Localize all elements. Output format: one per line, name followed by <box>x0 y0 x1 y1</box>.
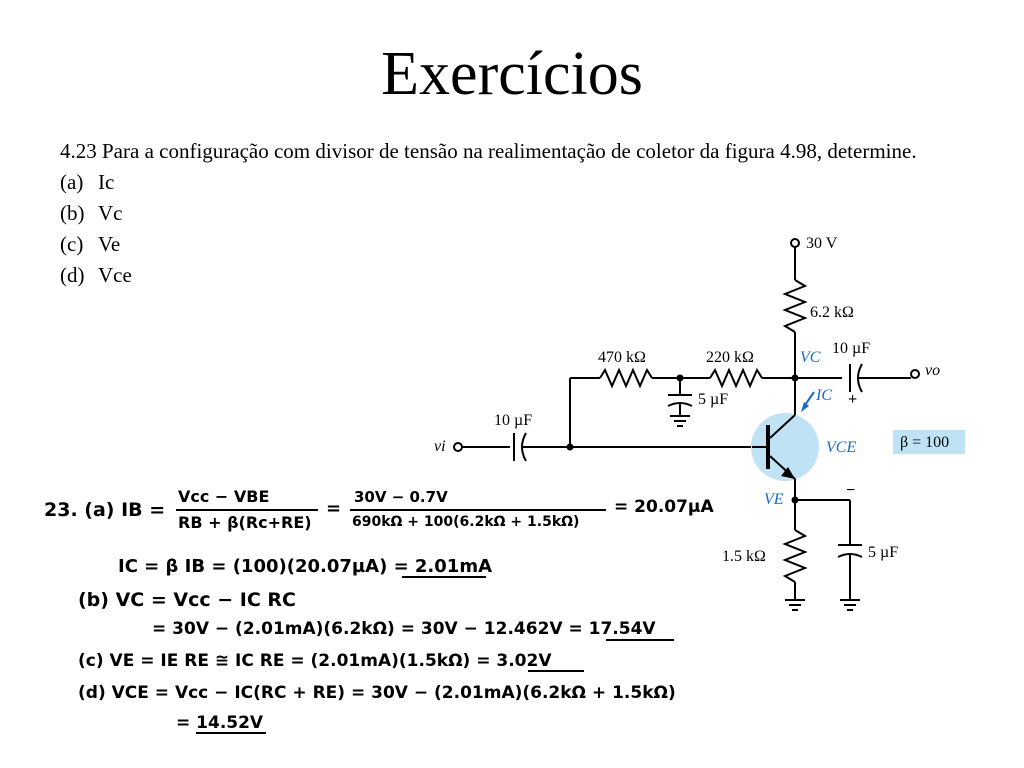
r2-resistor <box>710 370 762 386</box>
r1-label: 470 kΩ <box>598 349 646 366</box>
cout-label: 10 µF <box>832 340 871 357</box>
item-b: (b) Vc <box>60 201 123 225</box>
r2-label: 220 kΩ <box>706 349 754 366</box>
problem-text: 4.23 Para a configuração com divisor de tensão na realimentação de coletor da figura 4.98, determine. <box>60 139 917 163</box>
vc-label: VC <box>800 349 821 366</box>
minus-sign: − <box>846 482 856 499</box>
vi-terminal <box>454 443 462 451</box>
item-c: (c) Ve <box>60 232 121 256</box>
sol-a-den2: 690kΩ + 100(6.2kΩ + 1.5kΩ) <box>352 514 580 530</box>
handwritten-solution <box>44 487 714 733</box>
rc-label: 6.2 kΩ <box>810 304 854 321</box>
vo-terminal <box>911 370 919 378</box>
sol-a-num: Vcc − VBE <box>178 487 270 506</box>
re-label: 1.5 kΩ <box>722 548 766 565</box>
sol-a-num2: 30V − 0.7V <box>354 488 448 506</box>
cmid-label: 5 µF <box>698 391 729 408</box>
plus-sign: + <box>848 391 858 408</box>
cin-label: 10 µF <box>494 412 533 429</box>
sol-a-den: RB + β(Rc+RE) <box>178 513 312 532</box>
vo-label: vo <box>925 362 941 379</box>
beta-label: β = 100 <box>900 434 950 451</box>
slide-title: Exercícios <box>381 40 643 108</box>
ve-label: VE <box>764 491 784 508</box>
ic-label: IC <box>816 387 832 404</box>
vcc-label: 30 V <box>806 235 838 252</box>
sol-ic-line: IC = β IB = (100)(20.07µA) = 2.01mA <box>118 556 493 577</box>
item-d: (d) Vce <box>60 263 132 287</box>
vcc-terminal <box>791 239 799 247</box>
sol-a-head: 23. (a) IB = <box>44 499 166 521</box>
r1-resistor <box>600 370 652 386</box>
vce-label: VCE <box>826 439 857 456</box>
re-resistor <box>785 530 805 582</box>
sol-d-line2: = 14.52V <box>176 713 264 733</box>
sol-b-line2: = 30V − (2.01mA)(6.2kΩ) = 30V − 12.462V = 17.54V <box>152 619 656 639</box>
ce-label: 5 µF <box>868 544 899 561</box>
sol-c-line: (c) VE = IE RE ≅ IC RE = (2.01mA)(1.5kΩ) = 3.02V <box>78 651 552 671</box>
sol-b-line1: (b) VC = Vcc − IC RC <box>78 589 296 611</box>
svg-text:=: = <box>326 498 342 519</box>
sol-a-result: = 20.07µA <box>614 497 714 517</box>
sol-d-line1: (d) VCE = Vcc − IC(RC + RE) = 30V − (2.01mA)(6.2kΩ + 1.5kΩ) <box>78 683 676 703</box>
item-a: (a) Ic <box>60 170 115 194</box>
rc-resistor <box>785 280 805 332</box>
vi-label: vi <box>434 438 446 455</box>
